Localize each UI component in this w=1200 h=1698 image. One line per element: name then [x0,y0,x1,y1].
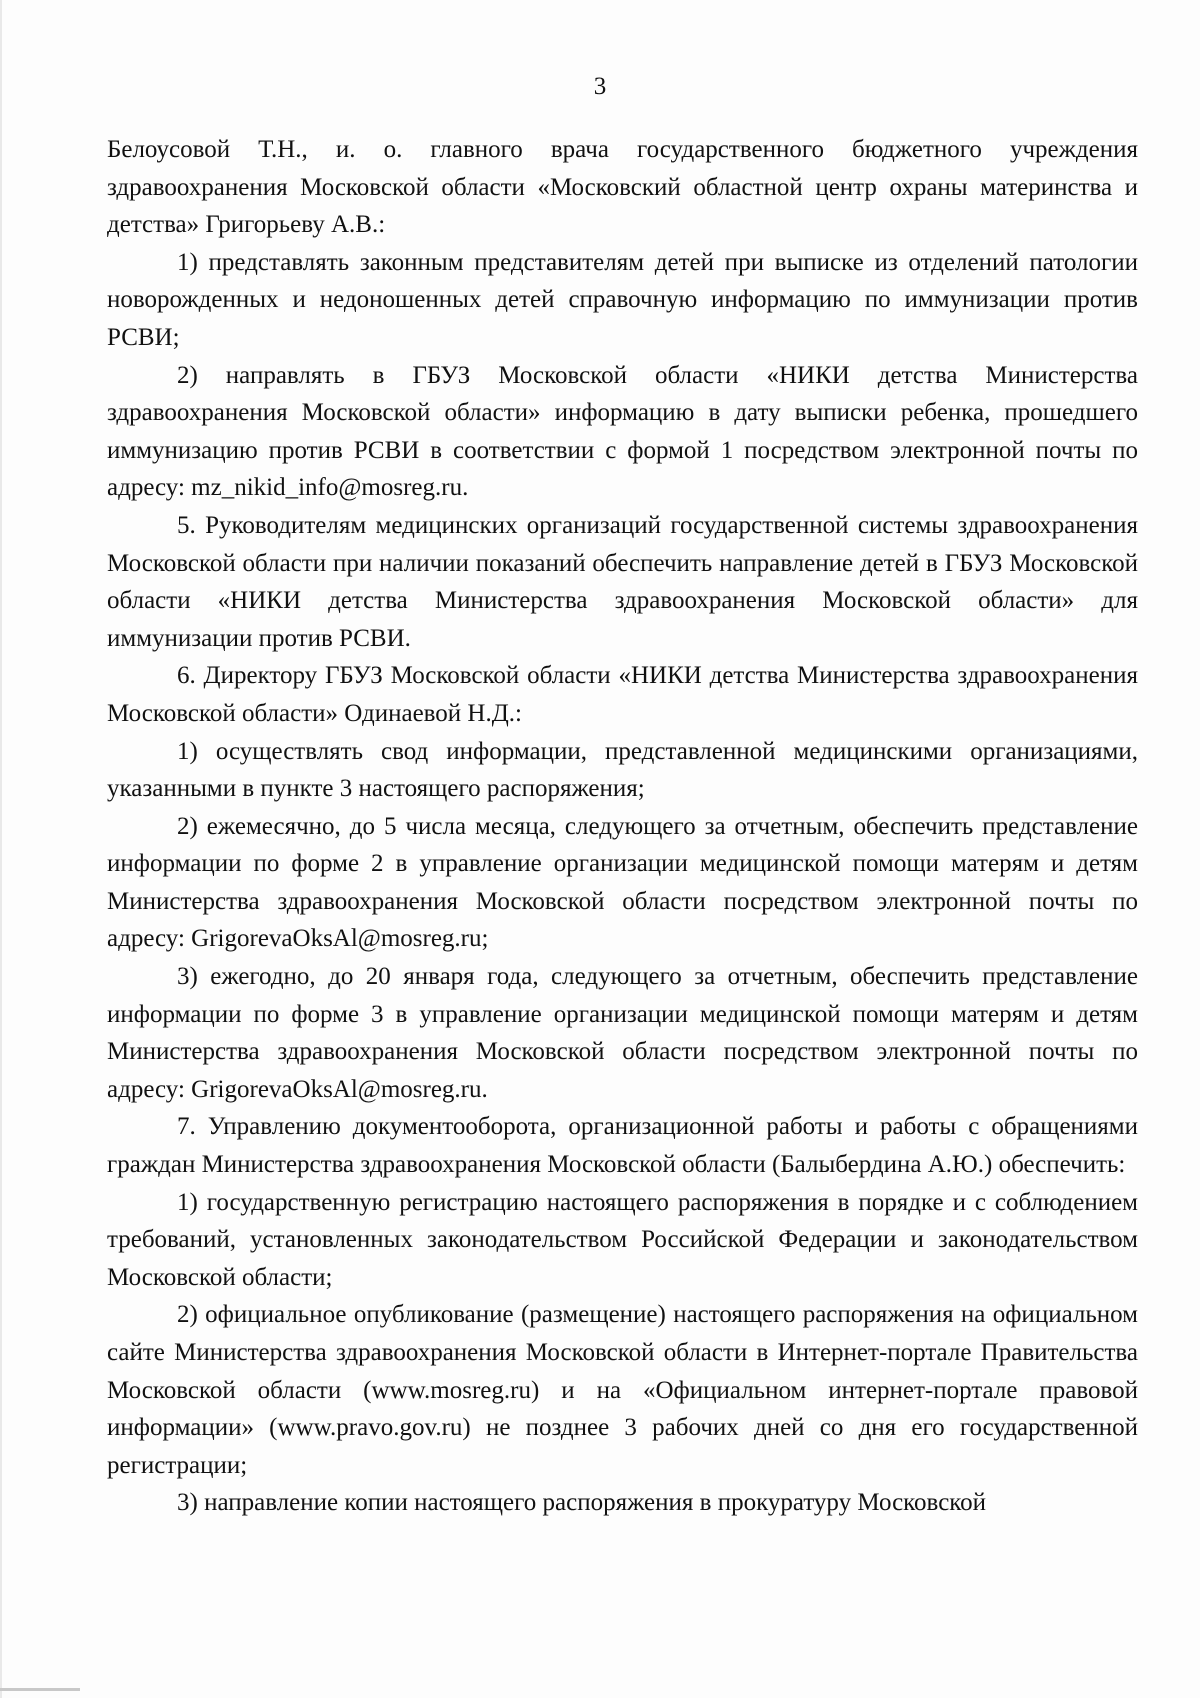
paragraph-continuation: Белоусовой Т.Н., и. о. главного врача государственного бюджетного учреждения здравоохранения Московской области «Московский областной центр охраны материнства и детства» Григорьеву А.В.: [107,136,1138,239]
paragraph-item: 1) осуществлять свод информации, представленной медицинскими организациями, указанными в пункте 3 настоящего распоряжения; [107,737,1138,803]
paragraph-item: 3) ежегодно, до 20 января года, следующего за отчетным, обеспечить представление информации по форме 3 в управление организации медицинской помощи матерям и детям Министерства здравоохранения Московской области посредством электронной почты по адресу: GrigorevaOksAl@mosreg.ru. [107,963,1138,1103]
paragraph-item: 2) официальное опубликование (размещение) настоящего распоряжения на официальном сайте Министерства здравоохранения Московской области в Интернет-портале Правительства Московской области (www.mosreg.ru) и на «Официальном интернет-портале правовой информации» (www.pravo.gov.ru) не позднее 3 рабочих дней со дня его государственной регистрации; [107,1301,1138,1479]
paragraph-clause: 5. Руководителям медицинских организаций государственной системы здравоохранения Московской области при наличии показаний обеспечить направление детей в ГБУЗ Московской области «НИКИ детства Министерства здравоохранения Московской области» для иммунизации против РСВИ. [107,511,1138,652]
scan-bottom-mark [0,1688,80,1691]
paragraph-item: 3) направление копии настоящего распоряжения в прокуратуру Московской [177,1489,987,1517]
paragraph-clause: 6. Директору ГБУЗ Московской области «НИКИ детства Министерства здравоохранения Московской области» Одинаевой Н.Д.: [107,662,1138,727]
paragraph-clause: 7. Управлению документооборота, организационной работы и работы с обращениями граждан Министерства здравоохранения Московской области (Балыбердина А.Ю.) обеспечить: [107,1113,1138,1179]
document-body [107,131,1138,1522]
scan-left-edge [0,0,2,1698]
paragraph-item: 1) представлять законным представителям детей при выписке из отделений патологии новорожденных и недоношенных детей справочную информацию по иммунизации против РСВИ; [107,248,1138,351]
paragraph-item: 2) направлять в ГБУЗ Московской области «НИКИ детства Министерства здравоохранения Московской области» информацию в дату выписки ребенка, прошедшего иммунизацию против РСВИ в соответствии с формой 1 посредством электронной почты по адресу: mz_nikid_info@mosreg.ru. [107,361,1138,502]
paragraph-item: 2) ежемесячно, до 5 числа месяца, следующего за отчетным, обеспечить представление информации по форме 2 в управление организации медицинской помощи матерям и детям Министерства здравоохранения Московской области посредством электронной почты по адресу: GrigorevaOksAl@mosreg.ru; [107,812,1138,953]
paragraph-item: 1) государственную регистрацию настоящего распоряжения в порядке и с соблюдением требований, установленных законодательством Российской Федерации и законодательством Московской области; [107,1188,1138,1291]
page-number: 3 [593,73,607,100]
